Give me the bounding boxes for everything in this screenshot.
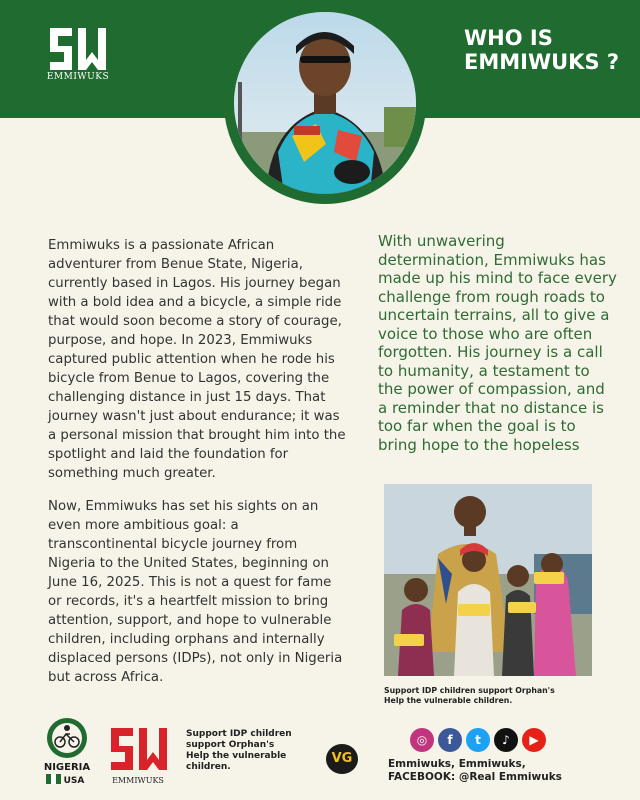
emmiwuks-footer-logo-icon [104,722,172,778]
support-line-4: children. [186,762,231,772]
social-handles [388,758,608,784]
support-line-1: Support IDP children [186,729,292,739]
instagram-icon[interactable]: ◎ [410,728,434,752]
cyclist-portrait-image [234,12,416,194]
title-line-2: EMMIWUKS ? [464,50,620,74]
logo-wordmark: EMMIWUKS [46,72,110,82]
footer-logo-wordmark: EMMIWUKS [112,776,164,785]
mission-column [378,232,618,454]
page-title [464,26,634,74]
ride-badge-icon [40,716,94,786]
tiktok-icon[interactable]: ♪ [494,728,518,752]
handles-line-1: Emmiwuks, Emmiwuks, [388,758,526,770]
photo-caption [384,686,594,706]
handles-line-2: FACEBOOK: @Real Emmiwuks [388,771,562,783]
caption-line-2: Help the vulnerable children. [384,696,513,705]
emmiwuks-logo-icon [44,22,110,78]
caption-line-1: Support IDP children support Orphan's [384,686,555,695]
vg-graphics-logo: VG [326,744,358,774]
support-line-2: support Orphan's [186,740,275,750]
intro-paragraph-2: Now, Emmiwuks has set his sights on an even more ambitious goal: a transcontinental bicycle journey from Nigeria to the United States, beginning on June 16, 2025. This is not a quest for fame or records, it's a heartfelt mission to bring attention, support, and hope to vulnerable children, including orphans and internally displaced persons (IDPs), not only in Nigeria but across Africa. [48,499,343,685]
facebook-icon[interactable]: f [438,728,462,752]
portrait-frame [224,2,426,204]
intro-column [48,236,348,701]
badge-country: NIGERIA [43,762,91,773]
support-message [186,729,326,773]
title-line-1: WHO IS [464,26,553,50]
youtube-icon[interactable]: ▶ [522,728,546,752]
social-icons [410,728,546,752]
portrait-photo [234,12,416,194]
children-photo [384,484,592,676]
mission-paragraph: With unwavering determination, Emmiwuks has made up his mind to face every challenge from rough roads to uncertain terrains, all to give a voice to those who are often forgotten. His journey is a call to humanity, a testament to the power of compassion, and a reminder that no distance is too far when the goal is to bring hope to the hopeless [378,232,617,454]
children-food-image [384,484,592,676]
support-line-3: Help the vulnerable [186,751,287,761]
intro-paragraph-1: Emmiwuks is a passionate African adventurer from Benue State, Nigeria, currently based in Lagos. His journey began with a bold idea and a bicycle, a simple ride that would soon become a story of courage, purpose, and hope. In 2023, Emmiwuks captured public attention when he rode his bicycle from Benue to Lagos, covering the challenging distance in just 15 days. That journey wasn't just about endurance; it was a personal mission that brought him into the spotlight and laid the foundation for something much greater. [48,238,346,481]
badge-destination: USA [63,776,85,786]
twitter-icon[interactable]: t [466,728,490,752]
